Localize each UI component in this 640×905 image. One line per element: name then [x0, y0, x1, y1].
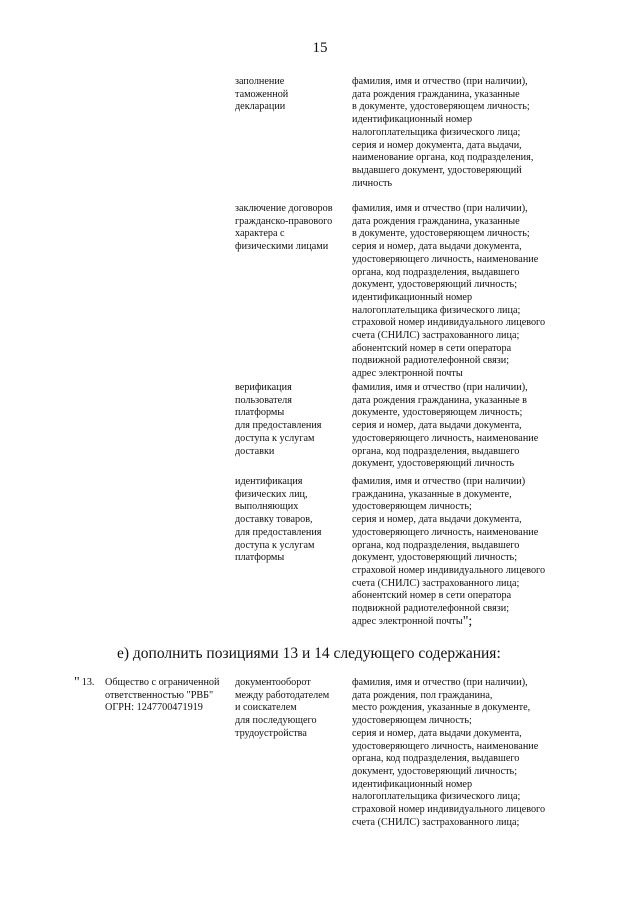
- data-line: фамилия, имя и отчество (при наличии),: [352, 203, 528, 214]
- data-line: серия и номер, дата выдачи документа,: [352, 514, 522, 526]
- data-line: счета (СНИЛС) застрахованного лица;: [352, 577, 520, 589]
- data-line: дата рождения, пол гражданина,: [352, 689, 493, 701]
- purpose-line: между работодателем: [235, 689, 330, 701]
- operator-line: ОГРН: 1247700471919: [105, 702, 203, 714]
- data-line: страховой номер индивидуального лицевого: [352, 804, 546, 816]
- entry-3-purpose: [235, 382, 321, 458]
- data-line: удостоверяющем личность;: [352, 715, 472, 727]
- data-line: фамилия, имя и отчество (при наличии): [352, 476, 526, 487]
- purpose-line: доставку товаров,: [235, 514, 313, 526]
- data-line-text: адрес электронной почты: [352, 615, 463, 627]
- position-13-purpose: [235, 677, 329, 741]
- data-line: гражданина, указанные в документе,: [352, 488, 512, 500]
- operator-line: ответственностью "РВБ": [105, 689, 214, 701]
- data-line: счета (СНИЛС) застрахованного лица;: [352, 816, 520, 828]
- purpose-line: доступа к услугам: [235, 432, 315, 444]
- data-line: дата рождения гражданина, указанные: [352, 88, 520, 100]
- data-line: абонентский номер в сети оператора: [352, 342, 512, 354]
- data-line: в документе, удостоверяющем личность;: [352, 101, 530, 113]
- entry-3-data: [352, 382, 538, 471]
- purpose-line: заполнение: [235, 76, 285, 87]
- data-line: серия и номер, дата выдачи документа,: [352, 727, 522, 739]
- purpose-line: пользователя: [235, 394, 292, 406]
- purpose-line: документооборот: [235, 677, 311, 688]
- purpose-line: для последующего: [235, 715, 317, 727]
- data-line: выдавшего документ, удостоверяющий: [352, 164, 522, 176]
- data-line: налогоплательщика физического лица;: [352, 791, 521, 803]
- data-line: абонентский номер в сети оператора: [352, 590, 512, 602]
- purpose-line: заключение договоров: [235, 203, 333, 214]
- purpose-line: и соискателем: [235, 702, 297, 714]
- data-line: страховой номер индивидуального лицевого: [352, 564, 546, 576]
- data-line: документ, удостоверяющий личность;: [352, 552, 518, 564]
- data-line: налогоплательщика физического лица;: [352, 304, 521, 316]
- position-13-operator: [105, 677, 219, 715]
- purpose-line: трудоустройства: [235, 727, 307, 739]
- position-number-line: [74, 677, 94, 690]
- purpose-line: таможенной: [235, 88, 289, 100]
- data-line: серия и номер документа, дата выдачи,: [352, 139, 522, 151]
- page-number: 15: [312, 40, 328, 56]
- data-line: органа, код подразделения, выдавшего: [352, 539, 520, 551]
- entry-1-purpose: [235, 76, 288, 114]
- data-line: серия и номер, дата выдачи документа,: [352, 420, 522, 432]
- data-line: наименование органа, код подразделения,: [352, 152, 534, 164]
- data-line: идентификационный номер: [352, 114, 473, 126]
- data-line: фамилия, имя и отчество (при наличии),: [352, 382, 528, 393]
- purpose-line: платформы: [235, 407, 285, 419]
- section-heading: е) дополнить позициями 13 и 14 следующего содержания:: [117, 645, 501, 662]
- data-line: органа, код подразделения, выдавшего: [352, 753, 520, 765]
- purpose-line: для предоставления: [235, 420, 322, 432]
- data-line: документ, удостоверяющий личность;: [352, 765, 518, 777]
- data-line: удостоверяющем личность;: [352, 501, 472, 513]
- purpose-line: выполняющих: [235, 501, 299, 513]
- position-13-data: [352, 677, 545, 829]
- data-line: счета (СНИЛС) застрахованного лица;: [352, 330, 520, 342]
- data-line: документ, удостоверяющий личность;: [352, 279, 518, 291]
- data-line: фамилия, имя и отчество (при наличии),: [352, 76, 528, 87]
- entry-1-data: [352, 76, 533, 190]
- closing-quote-mark: ";: [462, 613, 473, 629]
- data-line: удостоверяющего личность, наименование: [352, 432, 539, 444]
- data-line: документе, удостоверяющем личность;: [352, 407, 523, 419]
- data-line: идентификационный номер: [352, 291, 473, 303]
- entry-2-data: [352, 203, 545, 381]
- data-line: идентификационный номер: [352, 778, 473, 790]
- data-line: органа, код подразделения, выдавшего: [352, 266, 520, 278]
- position-number: 13.: [81, 677, 95, 688]
- data-line: страховой номер индивидуального лицевого: [352, 317, 546, 329]
- data-line: фамилия, имя и отчество (при наличии),: [352, 677, 528, 688]
- data-line: дата рождения гражданина, указанные: [352, 215, 520, 227]
- data-line: удостоверяющего личность, наименование: [352, 740, 539, 752]
- data-line: личность: [352, 177, 393, 189]
- data-line: дата рождения гражданина, указанные в: [352, 394, 527, 406]
- data-line: [352, 613, 545, 629]
- data-line: серия и номер, дата выдачи документа,: [352, 241, 522, 253]
- data-line: удостоверяющего личность, наименование: [352, 526, 539, 538]
- operator-line: Общество с ограниченной: [105, 677, 220, 688]
- entry-4-data: [352, 476, 545, 628]
- entry-4-purpose: [235, 476, 321, 565]
- data-line: документ, удостоверяющий личность: [352, 458, 515, 470]
- purpose-line: характера с: [235, 228, 285, 240]
- purpose-line: доступа к услугам: [235, 539, 315, 551]
- purpose-line: платформы: [235, 552, 285, 564]
- opening-quote-mark: ": [74, 675, 80, 690]
- data-line: адрес электронной почты: [352, 368, 463, 380]
- entry-2-purpose: [235, 203, 333, 254]
- data-line: органа, код подразделения, выдавшего: [352, 445, 520, 457]
- purpose-line: верификация: [235, 382, 292, 393]
- purpose-line: доставки: [235, 445, 275, 457]
- data-line: подвижной радиотелефонной связи;: [352, 355, 510, 367]
- data-line: место рождения, указанные в документе,: [352, 702, 531, 714]
- purpose-line: гражданско-правового: [235, 215, 333, 227]
- purpose-line: декларации: [235, 101, 286, 113]
- purpose-line: физических лиц,: [235, 488, 308, 500]
- data-line: в документе, удостоверяющем личность;: [352, 228, 530, 240]
- purpose-line: физическими лицами: [235, 241, 329, 253]
- purpose-line: для предоставления: [235, 526, 322, 538]
- data-line: налогоплательщика физического лица;: [352, 126, 521, 138]
- purpose-line: идентификация: [235, 476, 303, 487]
- data-line: удостоверяющего личность, наименование: [352, 253, 539, 265]
- position-13-number: [74, 677, 94, 690]
- data-line: подвижной радиотелефонной связи;: [352, 603, 510, 615]
